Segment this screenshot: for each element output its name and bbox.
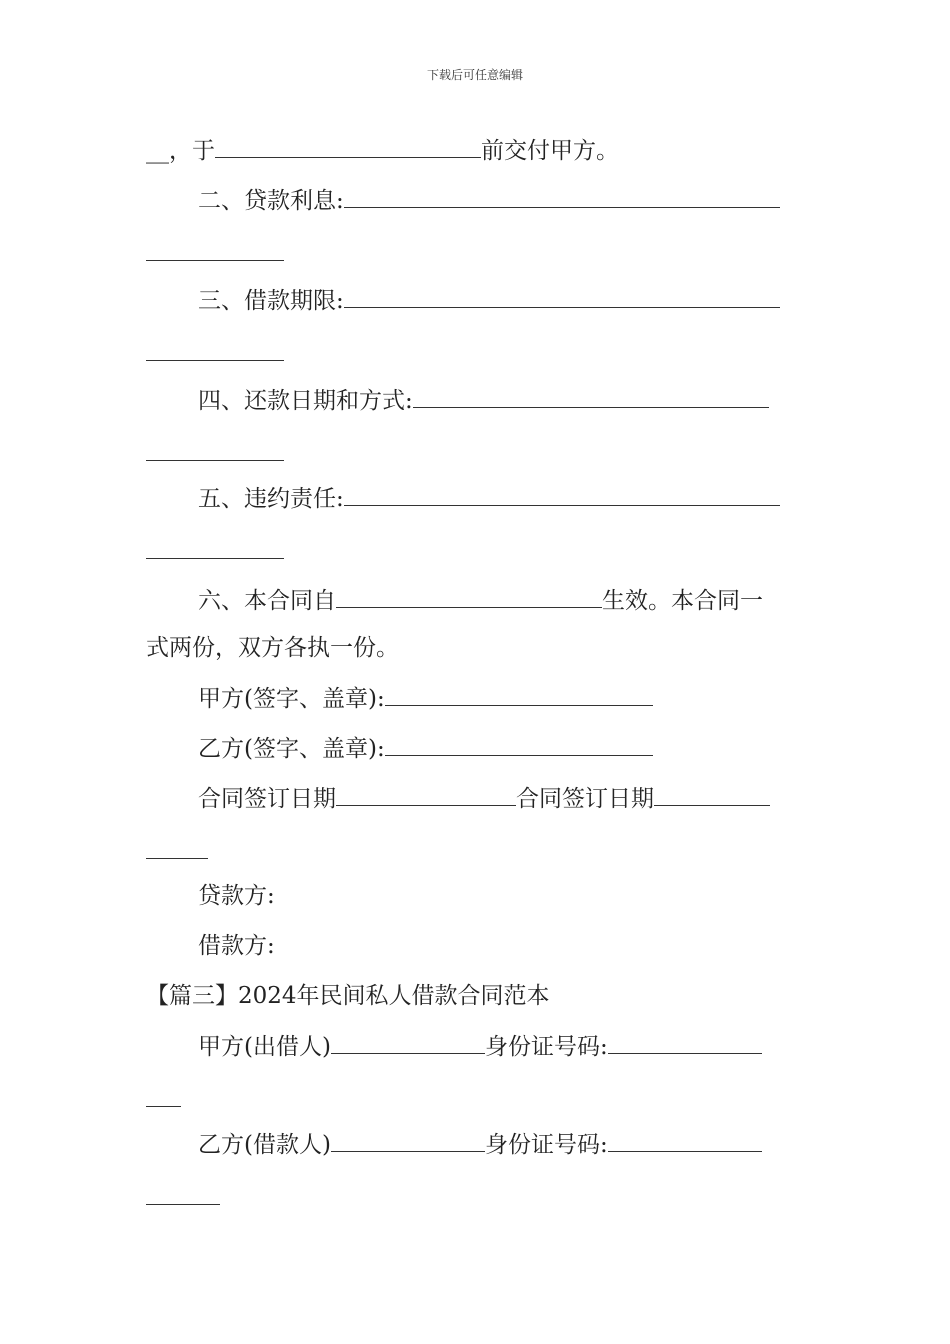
text: 合同签订日期 [516, 786, 654, 812]
text: 合同签订日期 [198, 786, 336, 812]
text-line [198, 783, 770, 814]
text-line: 贷款方: [198, 883, 275, 909]
blank-line [385, 733, 653, 756]
text-line [198, 733, 653, 764]
blank-line [146, 857, 208, 859]
section-title: 【篇三】2024年民间私人借款合同范本 [146, 983, 550, 1009]
text-line [198, 385, 769, 416]
page-header: 下载后可任意编辑 [426, 68, 523, 82]
text: 生效。本合同一 [602, 588, 763, 614]
blank-line [608, 1129, 762, 1152]
blank-line [146, 359, 284, 361]
blank-line [331, 1031, 485, 1054]
blank-line [331, 1129, 485, 1152]
text-line [146, 135, 619, 166]
text: 身份证号码: [484, 1034, 608, 1060]
blank-line [344, 285, 780, 308]
blank-line [146, 1105, 181, 1107]
blank-line [413, 385, 769, 408]
text: 甲方(出借人) [198, 1034, 331, 1060]
text: 乙方(签字、盖章): [198, 736, 385, 762]
blank-line [146, 1203, 220, 1205]
blank-line [608, 1031, 762, 1054]
text: 乙方(借款人) [198, 1132, 331, 1158]
blank-line [344, 185, 780, 208]
blank-line [336, 585, 602, 608]
blank-line [336, 783, 516, 806]
blank-line [146, 259, 284, 261]
text-line [198, 1129, 762, 1160]
text: 四、还款日期和方式: [198, 388, 413, 414]
text-line [198, 185, 780, 216]
blank-line [385, 683, 653, 706]
blank-line [654, 783, 770, 806]
blank-line [344, 483, 780, 506]
blank-line [146, 459, 284, 461]
text-line: 式两份，双方各执一份。 [146, 635, 399, 661]
text: __，于 [146, 138, 215, 164]
text: 二、贷款利息: [198, 188, 344, 214]
text-line: 借款方: [198, 933, 275, 959]
text: 前交付甲方。 [481, 138, 619, 164]
text: 身份证号码: [484, 1132, 608, 1158]
text: 甲方(签字、盖章): [198, 686, 385, 712]
text-line [198, 585, 763, 616]
text: 六、本合同自 [198, 588, 336, 614]
text-line [198, 1031, 762, 1062]
text: 三、借款期限: [198, 288, 344, 314]
text-line [198, 285, 780, 316]
blank-line [146, 557, 284, 559]
blank-line [215, 135, 481, 158]
text: 五、违约责任: [198, 486, 344, 512]
text-line [198, 683, 653, 714]
text-line [198, 483, 780, 514]
